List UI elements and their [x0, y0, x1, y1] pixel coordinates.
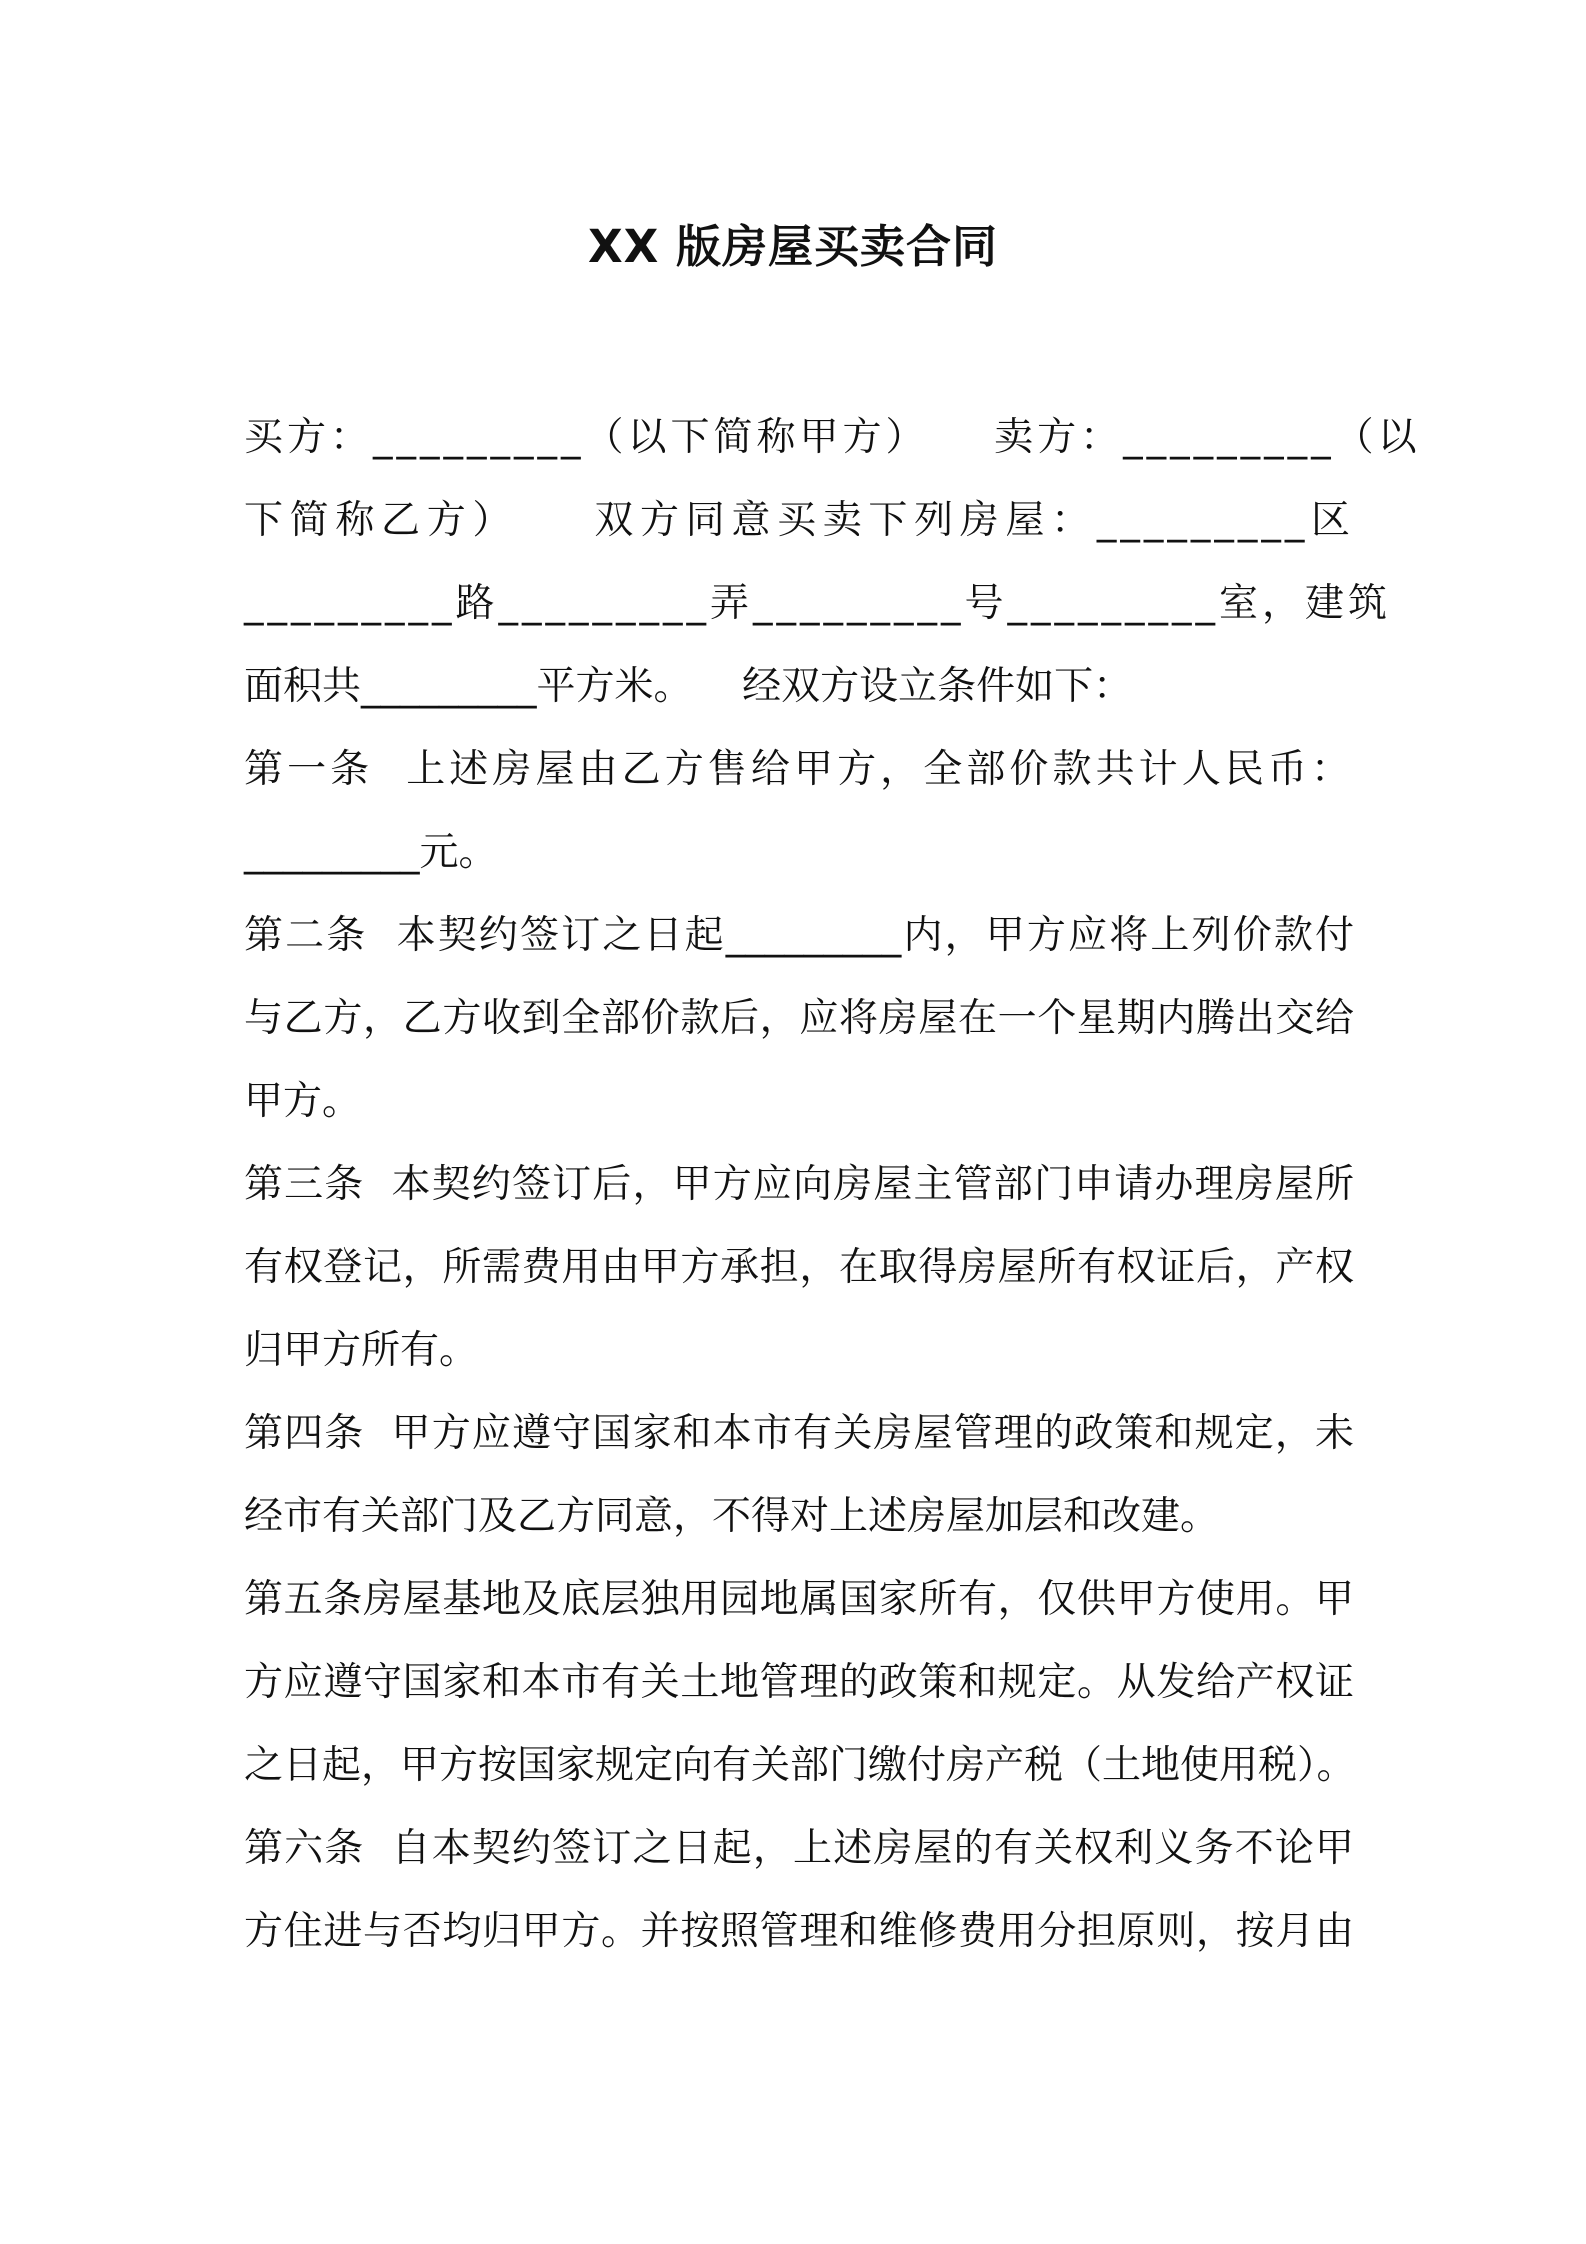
text-line-article-2: 第二条 本契约签订之日起_________内，甲方应将上列价款付 [244, 913, 1354, 958]
text-line-seller: 下简称乙方） 双方同意买卖下列房屋：_________区 [244, 498, 1354, 543]
text-line-article-4: 第四条 甲方应遵守国家和本市有关房屋管理的政策和规定，未 [244, 1411, 1354, 1456]
text-line-article-1: 第一条 上述房屋由乙方售给甲方，全部价款共计人民币： [244, 747, 1354, 792]
document-title: XX 版房屋买卖合同 [587, 220, 999, 273]
text-line-buyer: 买方：_________（以下简称甲方） 卖方：_________（以 [244, 415, 1421, 460]
text-line-address: _________路_________弄_________号_________室，建筑 [244, 581, 1392, 626]
text-line-article-3-cont: 有权登记，所需费用由甲方承担，在取得房屋所有权证后，产权 [244, 1245, 1354, 1290]
text-line-article-6: 第六条 自本契约签订之日起，上述房屋的有关权利义务不论甲 [244, 1826, 1354, 1871]
text-line-article-1-cont: _________元。 [244, 830, 498, 875]
text-line-article-6-cont: 方住进与否均归甲方。并按照管理和维修费用分担原则，按月由 [244, 1909, 1354, 1954]
text-line-article-5: 第五条房屋基地及底层独用园地属国家所有，仅供甲方使用。甲 [244, 1577, 1354, 1622]
text-line-article-3-end: 归甲方所有。 [244, 1328, 479, 1373]
text-line-article-2-cont: 与乙方，乙方收到全部价款后，应将房屋在一个星期内腾出交给 [244, 996, 1354, 1041]
text-line-article-5-cont: 方应遵守国家和本市有关土地管理的政策和规定。从发给产权证 [244, 1660, 1354, 1705]
text-line-article-5-end: 之日起，甲方按国家规定向有关部门缴付房产税（土地使用税）。 [244, 1743, 1356, 1788]
text-line-area: 面积共_________平方米。 经双方设立条件如下： [244, 664, 1133, 709]
contract-body [244, 396, 1421, 1973]
text-line-article-2-end: 甲方。 [244, 1079, 362, 1124]
text-line-article-3: 第三条 本契约签订后，甲方应向房屋主管部门申请办理房屋所 [244, 1162, 1354, 1207]
text-line-article-4-cont: 经市有关部门及乙方同意，不得对上述房屋加层和改建。 [244, 1494, 1220, 1539]
